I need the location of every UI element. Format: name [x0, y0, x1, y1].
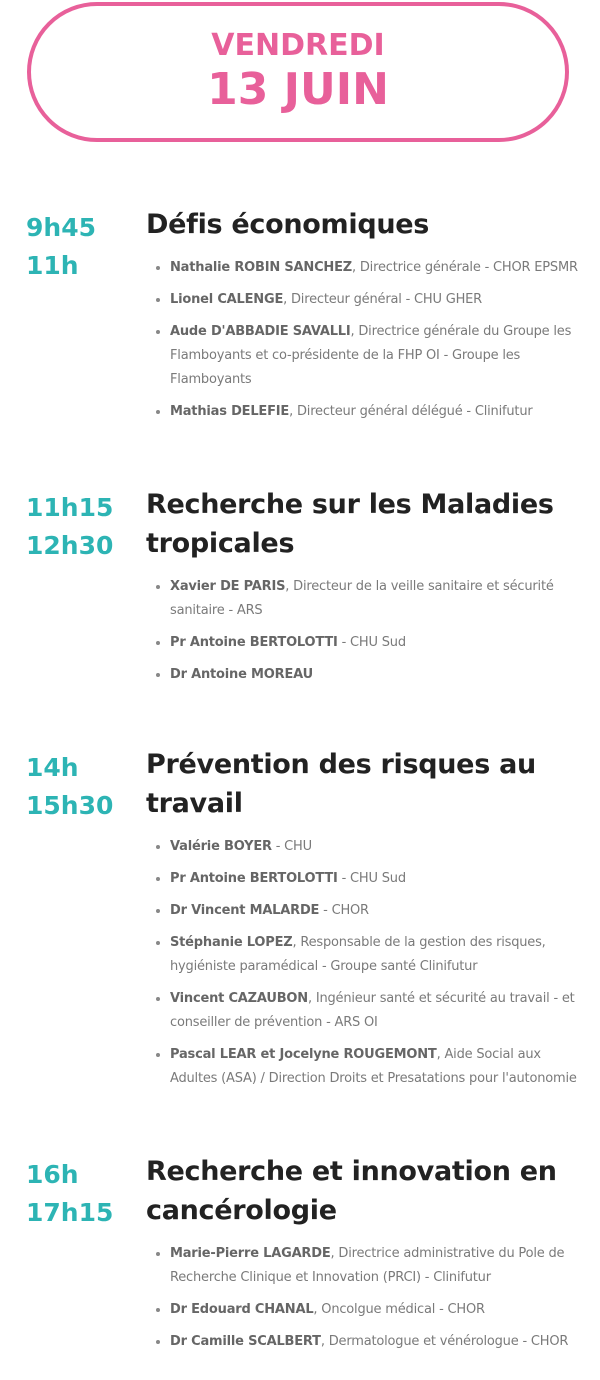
speaker-item [146, 867, 586, 891]
speaker-role: - CHU Sud [337, 871, 406, 886]
session-times [26, 489, 113, 565]
speaker-item [146, 1043, 586, 1091]
speaker-name: Aude D'ABBADIE SAVALLI [170, 324, 351, 339]
speaker-list [146, 1242, 586, 1354]
speaker-name: Marie-Pierre LAGARDE [170, 1246, 331, 1261]
speaker-list [146, 575, 586, 687]
session-end-time: 15h30 [26, 791, 114, 820]
date-date: 13 JUIN [207, 64, 389, 115]
speaker-role: , Directrice générale du Groupe les Flamboyants et co-présidente de la FHP OI - Groupe les Flamboyants [170, 324, 572, 387]
speaker-item [146, 899, 586, 923]
session-start-time: 14h [26, 753, 79, 782]
session-content [146, 1152, 586, 1362]
speaker-item [146, 835, 586, 859]
speaker-name: Dr Edouard CHANAL [170, 1302, 314, 1317]
speaker-role: , Responsable de la gestion des risques, hygiéniste paramédical - Groupe santé Clinifutur [170, 935, 546, 974]
speaker-role: , Directeur général - CHU GHER [283, 292, 482, 307]
speaker-name: Mathias DELEFIE [170, 404, 290, 419]
date-day: VENDREDI [211, 28, 385, 63]
speaker-role: , Directeur général délégué - Clinifutur [289, 404, 533, 419]
session-content [146, 485, 586, 695]
speaker-name: Vincent CAZAUBON [170, 991, 308, 1006]
session-times [26, 209, 96, 285]
speaker-item [146, 1298, 586, 1322]
speaker-name: Valérie BOYER [170, 839, 272, 854]
speaker-role: - CHU Sud [337, 635, 406, 650]
speaker-item [146, 575, 586, 623]
speaker-name: Stéphanie LOPEZ [170, 935, 293, 950]
speaker-name: Xavier DE PARIS [170, 579, 286, 594]
session-title: Recherche et innovation en cancérologie [146, 1156, 557, 1226]
speaker-role: , Directeur de la veille sanitaire et sécurité sanitaire - ARS [170, 579, 554, 618]
session-times [26, 749, 113, 825]
session-content [146, 205, 586, 432]
speaker-role: , Aide Social aux Adultes (ASA) / Direction Droits et Presatations pour l'autonomie [170, 1047, 577, 1086]
session-start-time: 9h45 [26, 213, 96, 242]
speaker-list [146, 835, 586, 1091]
session-end-time: 11h [26, 251, 79, 280]
speaker-list [146, 256, 586, 424]
session-title: Prévention des risques au travail [146, 749, 536, 819]
speaker-role: , Directrice générale - CHOR EPSMR [352, 260, 578, 275]
session-start-time: 11h15 [26, 493, 114, 522]
speaker-name: Dr Antoine MOREAU [170, 667, 313, 682]
speaker-item [146, 320, 586, 392]
speaker-role: - CHOR [319, 903, 369, 918]
speaker-item [146, 1330, 586, 1354]
speaker-name: Lionel CALENGE [170, 292, 284, 307]
session-times [26, 1156, 113, 1232]
speaker-role: - CHU [271, 839, 312, 854]
speaker-item [146, 663, 586, 687]
speaker-item [146, 931, 586, 979]
speaker-item [146, 288, 586, 312]
session-end-time: 17h15 [26, 1198, 114, 1227]
speaker-item [146, 1242, 586, 1290]
session-title: Défis économiques [146, 209, 430, 240]
speaker-item [146, 400, 586, 424]
speaker-name: Pr Antoine BERTOLOTTI [170, 871, 338, 886]
speaker-role: , Oncolgue médical - CHOR [313, 1302, 485, 1317]
speaker-role: , Directrice administrative du Pole de Recherche Clinique et Innovation (PRCI) - Clinifutur [170, 1246, 565, 1285]
session-title: Recherche sur les Maladies tropicales [146, 489, 554, 559]
speaker-name: Dr Camille SCALBERT [170, 1334, 321, 1349]
speaker-item [146, 256, 586, 280]
speaker-name: Nathalie ROBIN SANCHEZ [170, 260, 352, 275]
speaker-role: , Dermatologue et vénérologue - CHOR [320, 1334, 569, 1349]
speaker-role: , Ingénieur santé et sécurité au travail - et conseiller de prévention - ARS OI [170, 991, 575, 1030]
session-end-time: 12h30 [26, 531, 114, 560]
speaker-item [146, 631, 586, 655]
session-content [146, 745, 586, 1099]
session-start-time: 16h [26, 1160, 79, 1189]
speaker-item [146, 987, 586, 1035]
speaker-name: Dr Vincent MALARDE [170, 903, 320, 918]
speaker-name: Pascal LEAR et Jocelyne ROUGEMONT [170, 1047, 437, 1062]
speaker-name: Pr Antoine BERTOLOTTI [170, 635, 338, 650]
date-banner [27, 2, 569, 142]
